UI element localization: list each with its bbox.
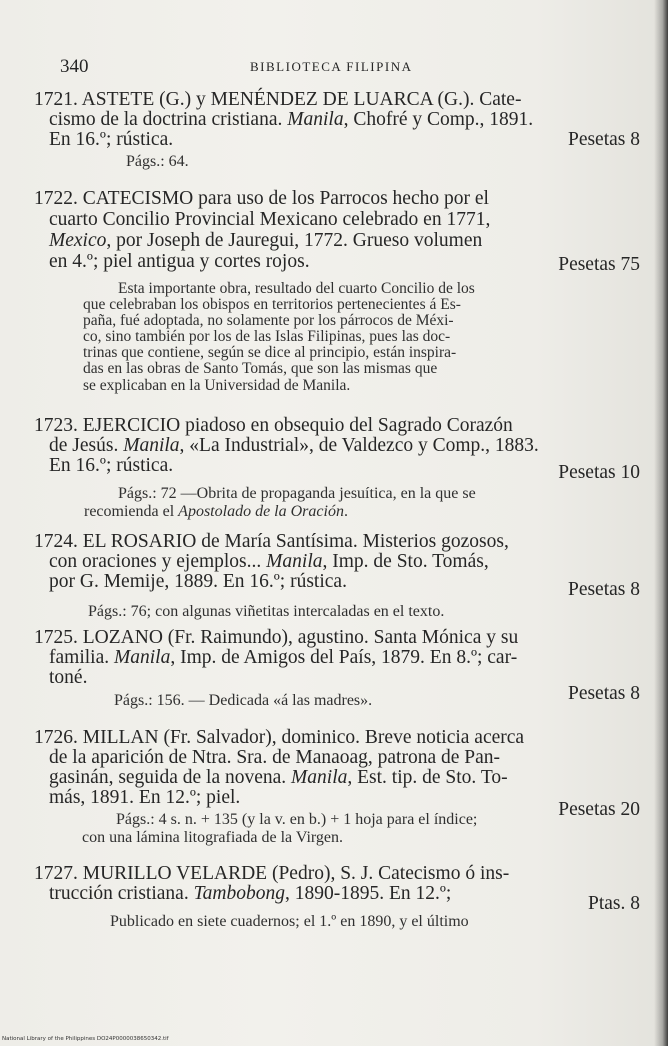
entry-note: Esta importante obra, resultado del cuarto Concilio de los [118, 280, 475, 297]
price: Pesetas 8 [567, 579, 640, 600]
scan-footer: National Library of the Philippines DO24P0000038650342.tif [2, 1036, 169, 1042]
price: Pesetas 8 [567, 683, 640, 704]
entry-line: de la aparición de Ntra. Sra. de Manaoag, patrona de Pan- [49, 747, 501, 768]
entry-line: por G. Memije, 1889. En 16.º; rústica. [49, 571, 347, 592]
entry-line: 1722. CATECISMO para uso de los Parrocos hecho por el [34, 188, 489, 209]
entry-line: 1723. EJERCICIO piadoso en obsequio del Sagrado Corazón [34, 415, 513, 436]
entry-line: familia. Manila, Imp. de Amigos del País, 1879. En 8.º; car- [49, 647, 518, 668]
entry-line: de Jesús. Manila, «La Industrial», de Valdezco y Comp., 1883. [49, 435, 539, 456]
page-header [60, 56, 640, 78]
entry-note: co, sino también por los de las Islas Filipinas, pues las doc- [83, 328, 451, 345]
entry-note: trinas que contiene, según se dice al principio, están inspira- [83, 344, 457, 361]
entry-line: gasinán, seguida de la novena. Manila, Est. tip. de Sto. To- [49, 767, 508, 788]
entry-note: Págs.: 4 s. n. + 135 (y la v. en b.) + 1 hoja para el índice; [116, 811, 478, 828]
entry-note: das en las obras de Santo Tomás, que son las mismas que [83, 360, 438, 377]
entry-note: recomienda el Apostolado de la Oración. [84, 503, 348, 520]
entry-line: cuarto Concilio Provincial Mexicano celebrado en 1771, [49, 209, 491, 230]
price: Pesetas 8 [567, 129, 640, 150]
entry-line: 1724. EL ROSARIO de María Santísima. Misterios gozosos, [34, 531, 509, 552]
entry-note: con una lámina litografiada de la Virgen. [82, 829, 344, 846]
running-title: BIBLIOTECA FILIPINA [250, 59, 413, 74]
entry-line: En 16.º; rústica. [49, 129, 174, 150]
entry-line: 1727. MURILLO VELARDE (Pedro), S. J. Catecismo ó ins- [34, 863, 510, 884]
entry-line: En 16.º; rústica. [49, 455, 174, 476]
price: Pesetas 75 [558, 254, 640, 275]
entry-line: en 4.º; piel antigua y cortes rojos. [49, 251, 310, 272]
entry-note: se explicaban en la Universidad de Manila. [83, 377, 351, 394]
entry-note: Págs.: 156. — Dedicada «á las madres». [114, 692, 373, 709]
entry-line: 1725. LOZANO (Fr. Raimundo), agustino. Santa Mónica y su [34, 627, 519, 648]
entry-line: con oraciones y ejemplos... Manila, Imp. de Sto. Tomás, [49, 551, 489, 572]
entry-line: Mexico, por Joseph de Jauregui, 1772. Grueso volumen [49, 230, 483, 251]
entry-note: Págs.: 72 —Obrita de propaganda jesuítica, en la que se [118, 485, 476, 502]
page-number: 340 [60, 56, 89, 77]
entry-note: paña, fué adoptada, no solamente por los párrocos de Méxi- [83, 312, 454, 329]
entry-line: 1721. ASTETE (G.) y MENÉNDEZ DE LUARCA (G.). Cate- [34, 89, 522, 110]
entry-line: 1726. MILLAN (Fr. Salvador), dominico. Breve noticia acerca [34, 727, 525, 748]
entry-note: Págs.: 64. [126, 153, 189, 170]
entry-line: toné. [49, 667, 88, 688]
entry-note: Págs.: 76; con algunas viñetitas intercaladas en el texto. [88, 603, 445, 620]
entry-line: cismo de la doctrina cristiana. Manila, Chofré y Comp., 1891. [49, 109, 534, 130]
entry-line: más, 1891. En 12.º; piel. [49, 787, 241, 808]
entry-line: trucción cristiana. Tambobong, 1890-1895. En 12.º; [49, 883, 452, 904]
entry-note: que celebraban los obispos en territorios pertenecientes á Es- [83, 296, 461, 313]
price: Pesetas 20 [558, 799, 640, 820]
price: Pesetas 10 [558, 462, 640, 483]
entry-note: Publicado en siete cuadernos; el 1.º en 1890, y el último [110, 913, 469, 930]
price: Ptas. 8 [587, 893, 640, 914]
page-edge-shadow [654, 0, 668, 1046]
